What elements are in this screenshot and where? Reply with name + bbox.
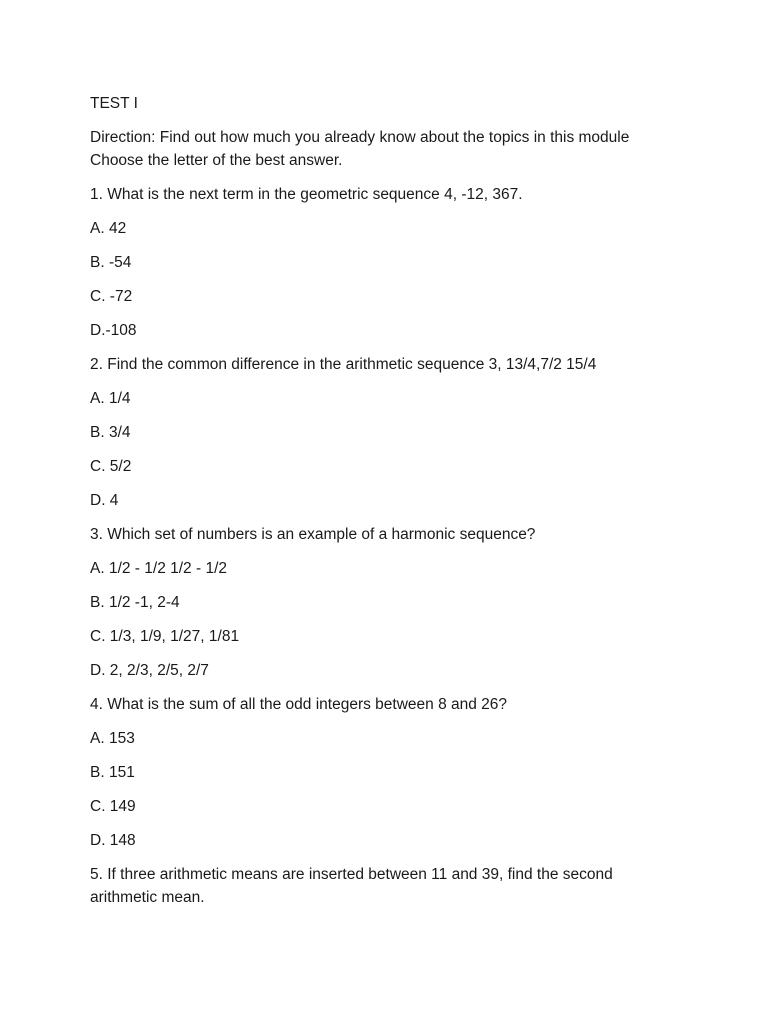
question-1-option-c: C. -72 — [90, 288, 133, 305]
question-4-option-d: D. 148 — [90, 832, 136, 849]
question-5-line-1: 5. If three arithmetic means are inserted between 11 and 39, find the second — [90, 866, 613, 883]
question-2-option-a: A. 1/4 — [90, 390, 131, 407]
question-2-option-d: D. 4 — [90, 492, 119, 509]
question-2-option-b: B. 3/4 — [90, 424, 131, 441]
test-title: TEST I — [90, 95, 138, 112]
question-2-option-c: C. 5/2 — [90, 458, 132, 475]
document-content — [90, 92, 690, 920]
question-1-option-b: B. -54 — [90, 254, 132, 271]
question-1-option-d: D.-108 — [90, 322, 137, 339]
question-3-option-a: A. 1/2 - 1/2 1/2 - 1/2 — [90, 560, 227, 577]
question-1-option-a: A. 42 — [90, 220, 127, 237]
question-4-option-b: B. 151 — [90, 764, 135, 781]
question-2: 2. Find the common difference in the arithmetic sequence 3, 13/4,7/2 15/4 — [90, 356, 597, 373]
question-5-line-2: arithmetic mean. — [90, 889, 205, 906]
question-3-option-d: D. 2, 2/3, 2/5, 2/7 — [90, 662, 209, 679]
question-3: 3. Which set of numbers is an example of a harmonic sequence? — [90, 526, 536, 543]
question-1: 1. What is the next term in the geometric sequence 4, -12, 367. — [90, 186, 523, 203]
question-5 — [90, 863, 690, 909]
direction-line-1: Direction: Find out how much you already know about the topics in this module — [90, 129, 630, 146]
question-3-option-c: C. 1/3, 1/9, 1/27, 1/81 — [90, 628, 240, 645]
direction-text — [90, 126, 690, 172]
question-4-option-a: A. 153 — [90, 730, 135, 747]
question-3-option-b: B. 1/2 -1, 2-4 — [90, 594, 180, 611]
question-4-option-c: C. 149 — [90, 798, 136, 815]
direction-line-2: Choose the letter of the best answer. — [90, 152, 343, 169]
question-4: 4. What is the sum of all the odd integers between 8 and 26? — [90, 696, 508, 713]
